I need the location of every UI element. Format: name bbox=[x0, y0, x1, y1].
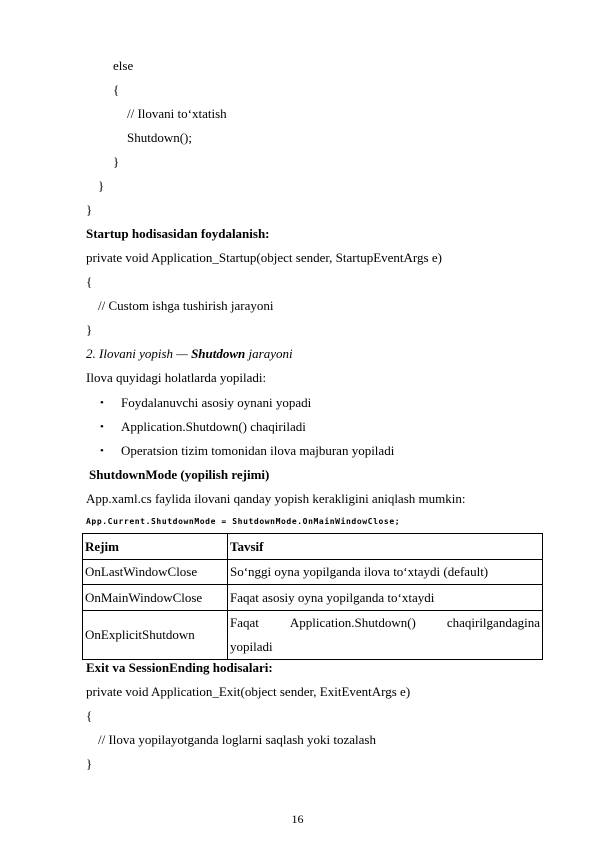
table-cell-desc bbox=[228, 611, 543, 660]
section2-title bbox=[86, 346, 293, 362]
table-header-row bbox=[83, 534, 543, 560]
table-cell-desc-justified bbox=[230, 611, 540, 635]
bullet-marker: • bbox=[100, 397, 104, 409]
startup-comment: // Custom ishga tushirish jarayoni bbox=[98, 298, 274, 313]
section2-title-bold: Shutdown bbox=[191, 346, 246, 361]
startup-brace-open: { bbox=[86, 274, 93, 289]
shutdownmode-desc: App.xaml.cs faylida ilovani qanday yopish kerakligini aniqlash mumkin: bbox=[86, 491, 466, 506]
section2-intro: Ilova quyidagi holatlarda yopiladi: bbox=[86, 370, 267, 385]
exit-brace-open: { bbox=[86, 708, 93, 723]
exit-comment: // Ilova yopilayotganda loglarni saqlash yoki tozalash bbox=[98, 732, 376, 747]
table-cell-desc: So‘nggi oyna yopilganda ilova to‘xtaydi (default) bbox=[228, 560, 543, 585]
table-row bbox=[83, 560, 543, 585]
desc-word: chaqirilgandagina bbox=[446, 615, 540, 630]
code-else: else bbox=[113, 58, 134, 73]
desc-word: Faqat bbox=[230, 615, 259, 630]
table-cell-mode: OnMainWindowClose bbox=[83, 585, 228, 611]
bullet-marker: • bbox=[100, 421, 104, 433]
startup-heading: Startup hodisasidan foydalanish: bbox=[86, 226, 270, 241]
table-cell-mode: OnExplicitShutdown bbox=[83, 611, 228, 660]
shutdownmode-code: App.Current.ShutdownMode = ShutdownMode.OnMainWindowClose; bbox=[86, 517, 401, 526]
bullet-item: Foydalanuvchi asosiy oynani yopadi bbox=[121, 395, 312, 410]
exit-heading: Exit va SessionEnding hodisalari: bbox=[86, 660, 273, 675]
section2-title-prefix: 2. Ilovani yopish — bbox=[86, 346, 192, 361]
bullet-item: Operatsion tizim tomonidan ilova majburan yopiladi bbox=[121, 443, 395, 458]
table-header-cell: Rejim bbox=[83, 534, 228, 560]
startup-brace-close: } bbox=[86, 322, 93, 337]
code-brace-close-outer: } bbox=[98, 178, 105, 193]
table-header-cell: Tavsif bbox=[228, 534, 543, 560]
desc-word-last: yopiladi bbox=[230, 639, 273, 654]
table-row bbox=[83, 585, 543, 611]
bullet-marker: • bbox=[100, 445, 104, 457]
code-brace-close: } bbox=[113, 154, 120, 169]
bullet-item: Application.Shutdown() chaqiriladi bbox=[121, 419, 306, 434]
table-cell-desc: Faqat asosiy oyna yopilganda to‘xtaydi bbox=[228, 585, 543, 611]
startup-signature: private void Application_Startup(object sender, StartupEventArgs e) bbox=[86, 250, 442, 265]
exit-signature: private void Application_Exit(object sender, ExitEventArgs e) bbox=[86, 684, 411, 699]
code-comment-stop: // Ilovani to‘xtatish bbox=[127, 106, 227, 121]
page-number: 16 bbox=[291, 812, 304, 826]
table-cell-mode: OnLastWindowClose bbox=[83, 560, 228, 585]
desc-word: Application.Shutdown() bbox=[289, 615, 416, 630]
code-shutdown-call: Shutdown(); bbox=[127, 130, 192, 145]
section2-title-suffix: jarayoni bbox=[245, 346, 293, 361]
shutdown-modes-table bbox=[82, 533, 543, 660]
shutdownmode-heading: ShutdownMode (yopilish rejimi) bbox=[89, 467, 270, 482]
code-brace-close-class: } bbox=[86, 202, 93, 217]
table-row bbox=[83, 611, 543, 660]
code-brace-open: { bbox=[113, 82, 120, 97]
exit-brace-close: } bbox=[86, 756, 93, 771]
